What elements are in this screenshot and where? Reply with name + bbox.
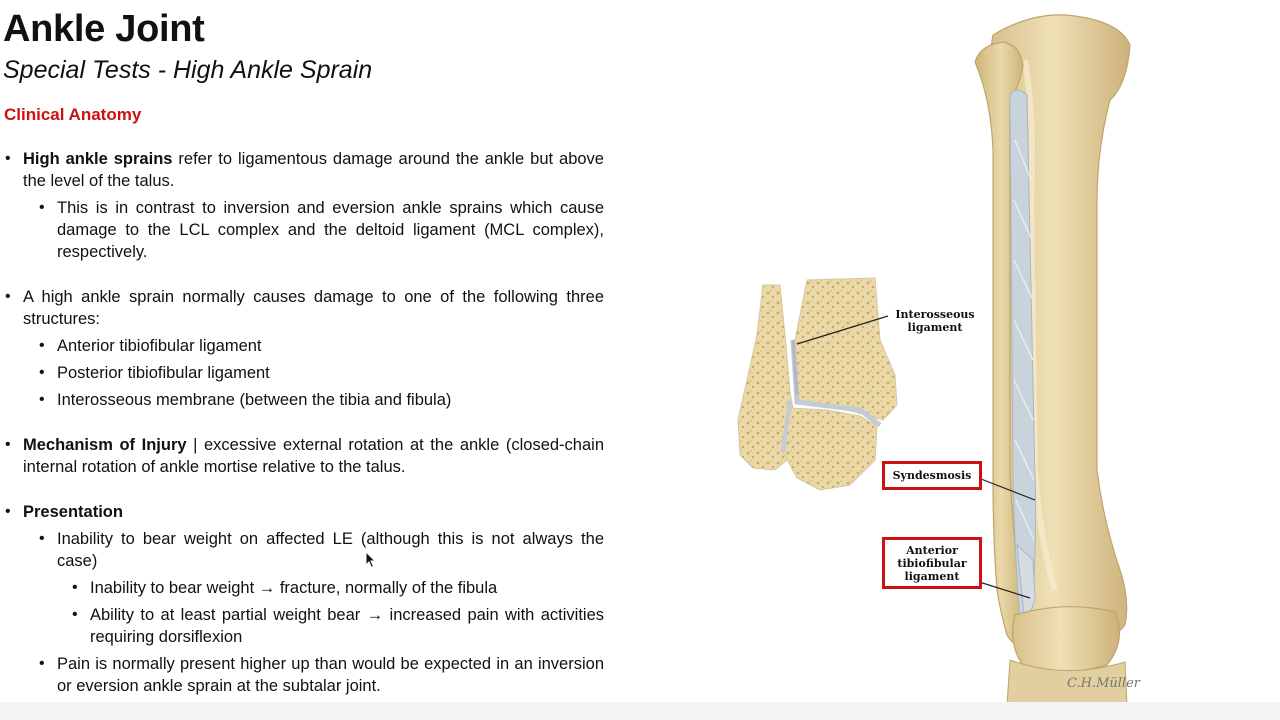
page-title: Ankle Joint xyxy=(3,8,205,50)
sub-bullet-structure: • Posterior tibiofibular ligament xyxy=(0,362,604,384)
bullet-bold-text: Presentation xyxy=(23,503,123,521)
sub-bullet-structure: • Interosseous membrane (between the tibia and fibula) xyxy=(0,389,604,411)
bullet-structures: • A high ankle sprain normally causes damage to one of the following three structures: xyxy=(0,286,604,330)
sub-bullet-structure: • Anterior tibiofibular ligament xyxy=(0,335,604,357)
illustrator-signature: C.H.Müller xyxy=(1067,676,1140,691)
ankle-cross-section xyxy=(738,278,897,490)
bullet-mechanism xyxy=(0,434,604,478)
sub-sub-bullet-dorsiflexion: • Ability to at least partial weight bear → increased pain with activities requiring dorsiflexion xyxy=(0,604,604,648)
anatomy-figure xyxy=(735,0,1280,705)
page-subtitle: Special Tests - High Ankle Sprain xyxy=(3,56,373,84)
label-line: Anterior xyxy=(906,543,958,557)
sub-sub-bullet-fracture: • Inability to bear weight → fracture, normally of the fibula xyxy=(0,577,604,599)
bullet-content xyxy=(0,148,604,697)
label-line: ligament xyxy=(904,569,960,583)
bullet-text: refer to ligamentous damage around the ankle but above the level of the talus. xyxy=(23,150,604,190)
anterior-tibiofibular-label xyxy=(882,537,982,589)
mouse-cursor-icon xyxy=(365,551,377,569)
section-heading: Clinical Anatomy xyxy=(4,105,142,124)
bullet-high-ankle-sprains xyxy=(0,148,604,192)
syndesmosis-label xyxy=(882,461,982,490)
bullet-bold-text: Mechanism of Injury xyxy=(23,436,187,454)
bullet-presentation xyxy=(0,501,604,523)
bullet-text: | excessive external rotation at the ankle (closed-chain internal rotation of ankle mortise relative to the talus. xyxy=(23,436,604,476)
bottom-bar xyxy=(0,702,1280,720)
label-line: Syndesmosis xyxy=(892,469,972,482)
label-line: Interosseous xyxy=(895,308,975,321)
sub-bullet-contrast: • This is in contrast to inversion and eversion ankle sprains which cause damage to the LCL complex and the deltoid ligament (MCL complex), respectively. xyxy=(0,197,604,263)
sub-bullet-pain-location: • Pain is normally present higher up than would be expected in an inversion or eversion ankle sprain at the subtalar joint. xyxy=(0,653,604,697)
label-line: ligament xyxy=(907,321,963,334)
bullet-bold-text: High ankle sprains xyxy=(23,150,173,168)
sub-bullet-presentation: • Inability to bear weight on affected LE (although this is not always the case) xyxy=(0,528,604,572)
label-line: tibiofibular xyxy=(897,556,967,570)
interosseous-label xyxy=(890,308,980,334)
anatomy-illustration xyxy=(735,0,1280,705)
